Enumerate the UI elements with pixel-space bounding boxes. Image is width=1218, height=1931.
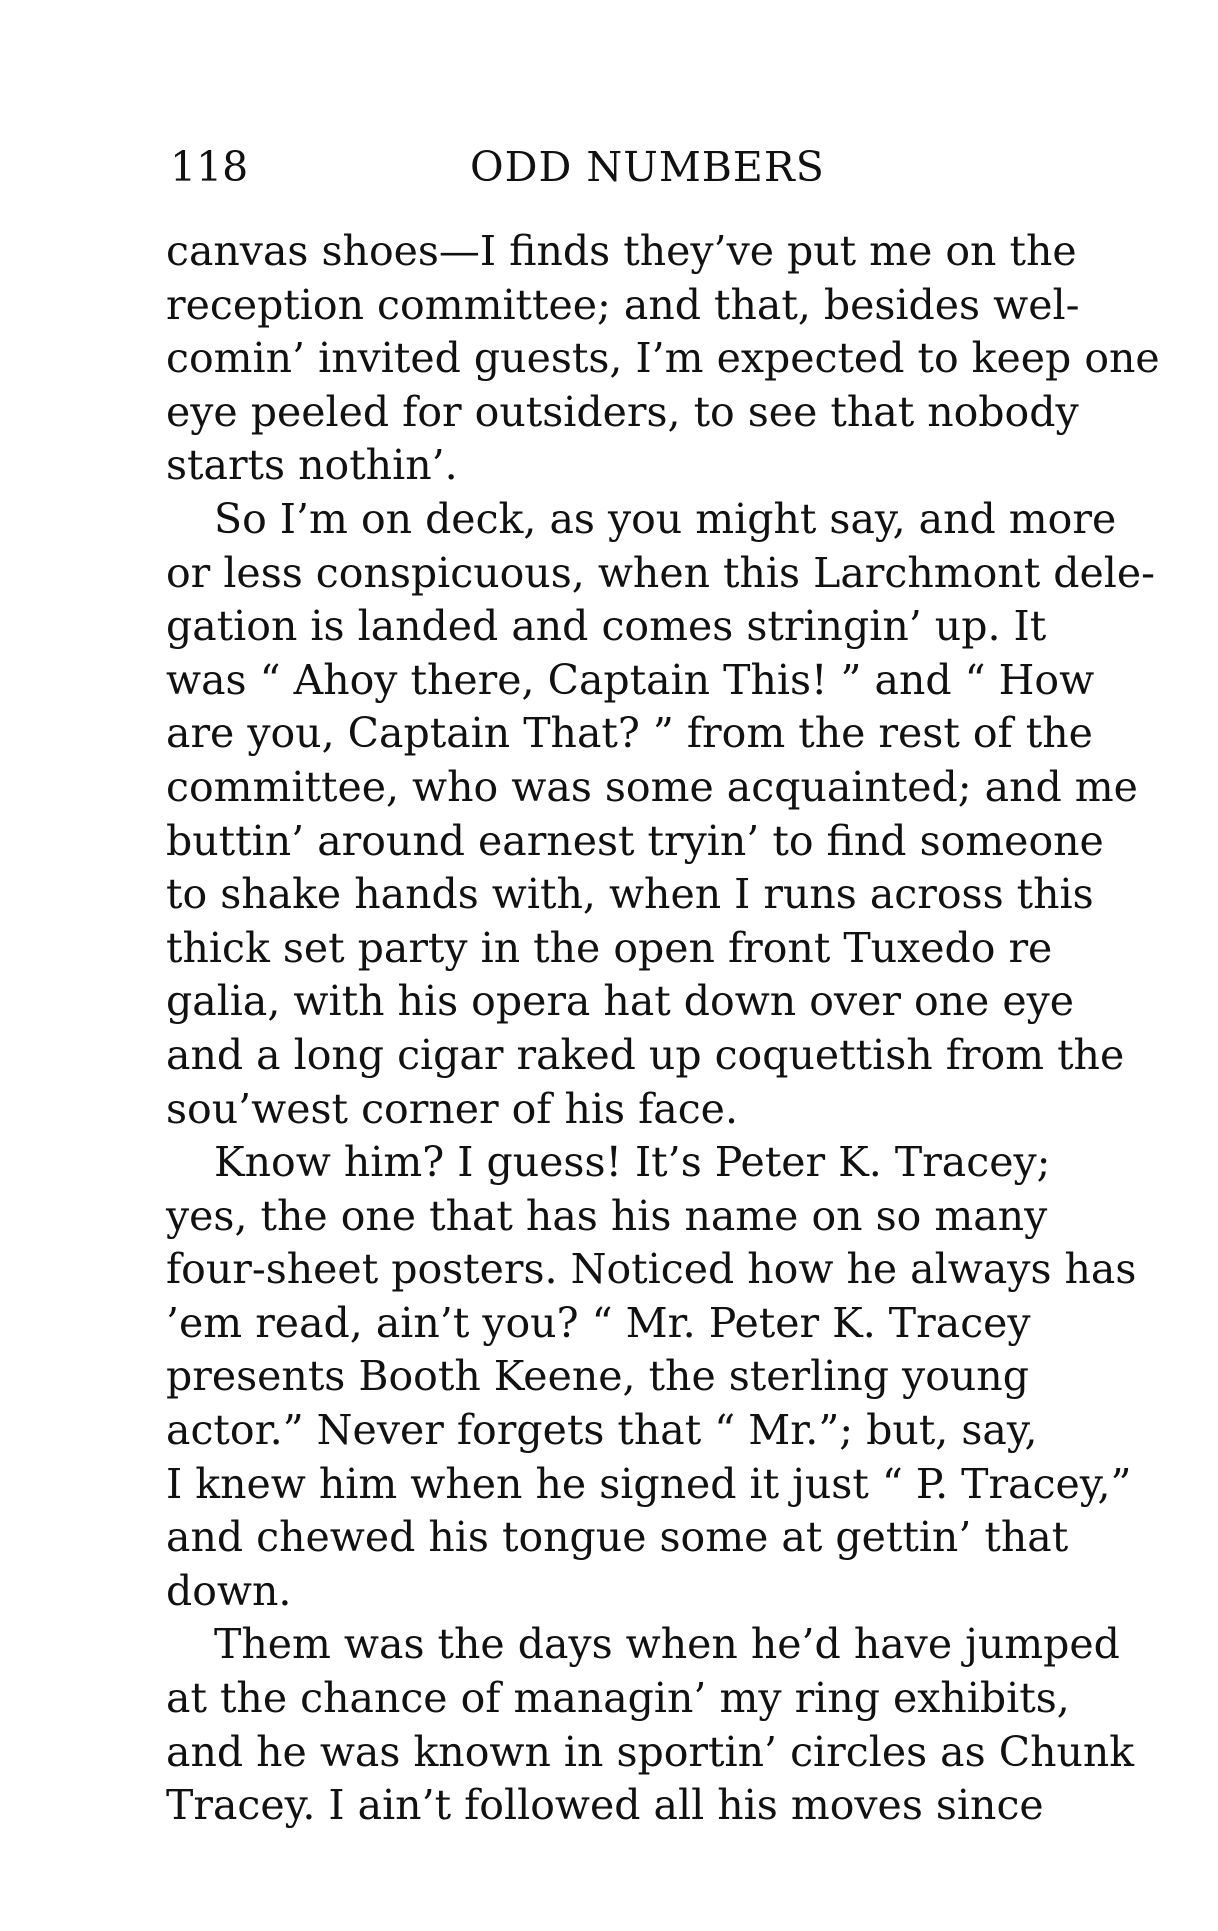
text-line: to shake hands with, when I runs across this: [166, 870, 1094, 919]
text-line: actor.” Never forgets that “ Mr.”; but, say,: [166, 1406, 1038, 1455]
text-line: sou’west corner of his face.: [166, 1084, 738, 1133]
text-line: are you, Captain That? ” from the rest of the: [166, 709, 1093, 758]
text-line: presents Booth Keene, the sterling young: [166, 1352, 1029, 1401]
text-line: down.: [166, 1566, 292, 1615]
paragraph-first-line: Them was the days when he’d have jumped: [214, 1620, 1120, 1669]
text-line: yes, the one that has his name on so many: [166, 1191, 1048, 1240]
text-line: comin’ invited guests, I’m expected to keep one: [166, 334, 1160, 383]
text-line: and he was known in sportin’ circles as Chunk: [166, 1727, 1135, 1776]
text-line: at the chance of managin’ my ring exhibits,: [166, 1674, 1070, 1723]
running-title: ODD NUMBERS: [470, 143, 825, 191]
text-line: I knew him when he signed it just “ P. Tracey,”: [166, 1459, 1132, 1508]
text-line: canvas shoes—I finds they’ve put me on the: [166, 227, 1077, 275]
text-line: and a long cigar raked up coquettish from the: [166, 1030, 1125, 1079]
text-line: Tracey. I ain’t followed all his moves since: [166, 1781, 1044, 1830]
text-line: or less conspicuous, when this Larchmont dele-: [166, 548, 1155, 597]
text-line: buttin’ around earnest tryin’ to find someone: [166, 816, 1104, 865]
paragraph-first-line: So I’m on deck, as you might say, and more: [214, 494, 1117, 543]
text-line: galia, with his opera hat down over one eye: [166, 977, 1075, 1026]
text-line: thick set party in the open front Tuxedo re: [166, 923, 1053, 972]
paragraph-first-line: Know him? I guess! It’s Peter K. Tracey;: [214, 1138, 1051, 1187]
text-line: four-sheet posters. Noticed how he always has: [166, 1245, 1137, 1294]
text-line: and chewed his tongue some at gettin’ that: [166, 1513, 1069, 1562]
text-line: starts nothin’.: [166, 441, 458, 490]
text-line: ’em read, ain’t you? “ Mr. Peter K. Tracey: [166, 1298, 1031, 1347]
text-line: was “ Ahoy there, Captain This! ” and “ How: [166, 655, 1095, 704]
text-line: reception committee; and that, besides wel-: [166, 280, 1080, 329]
text-line: eye peeled for outsiders, to see that nobody: [166, 387, 1079, 436]
body-text: [166, 225, 1166, 1833]
text-line: gation is landed and comes stringin’ up. It: [166, 602, 1047, 651]
running-head: [170, 142, 1170, 192]
page-number: 118: [170, 143, 249, 191]
text-line: committee, who was some acquainted; and me: [166, 762, 1138, 811]
